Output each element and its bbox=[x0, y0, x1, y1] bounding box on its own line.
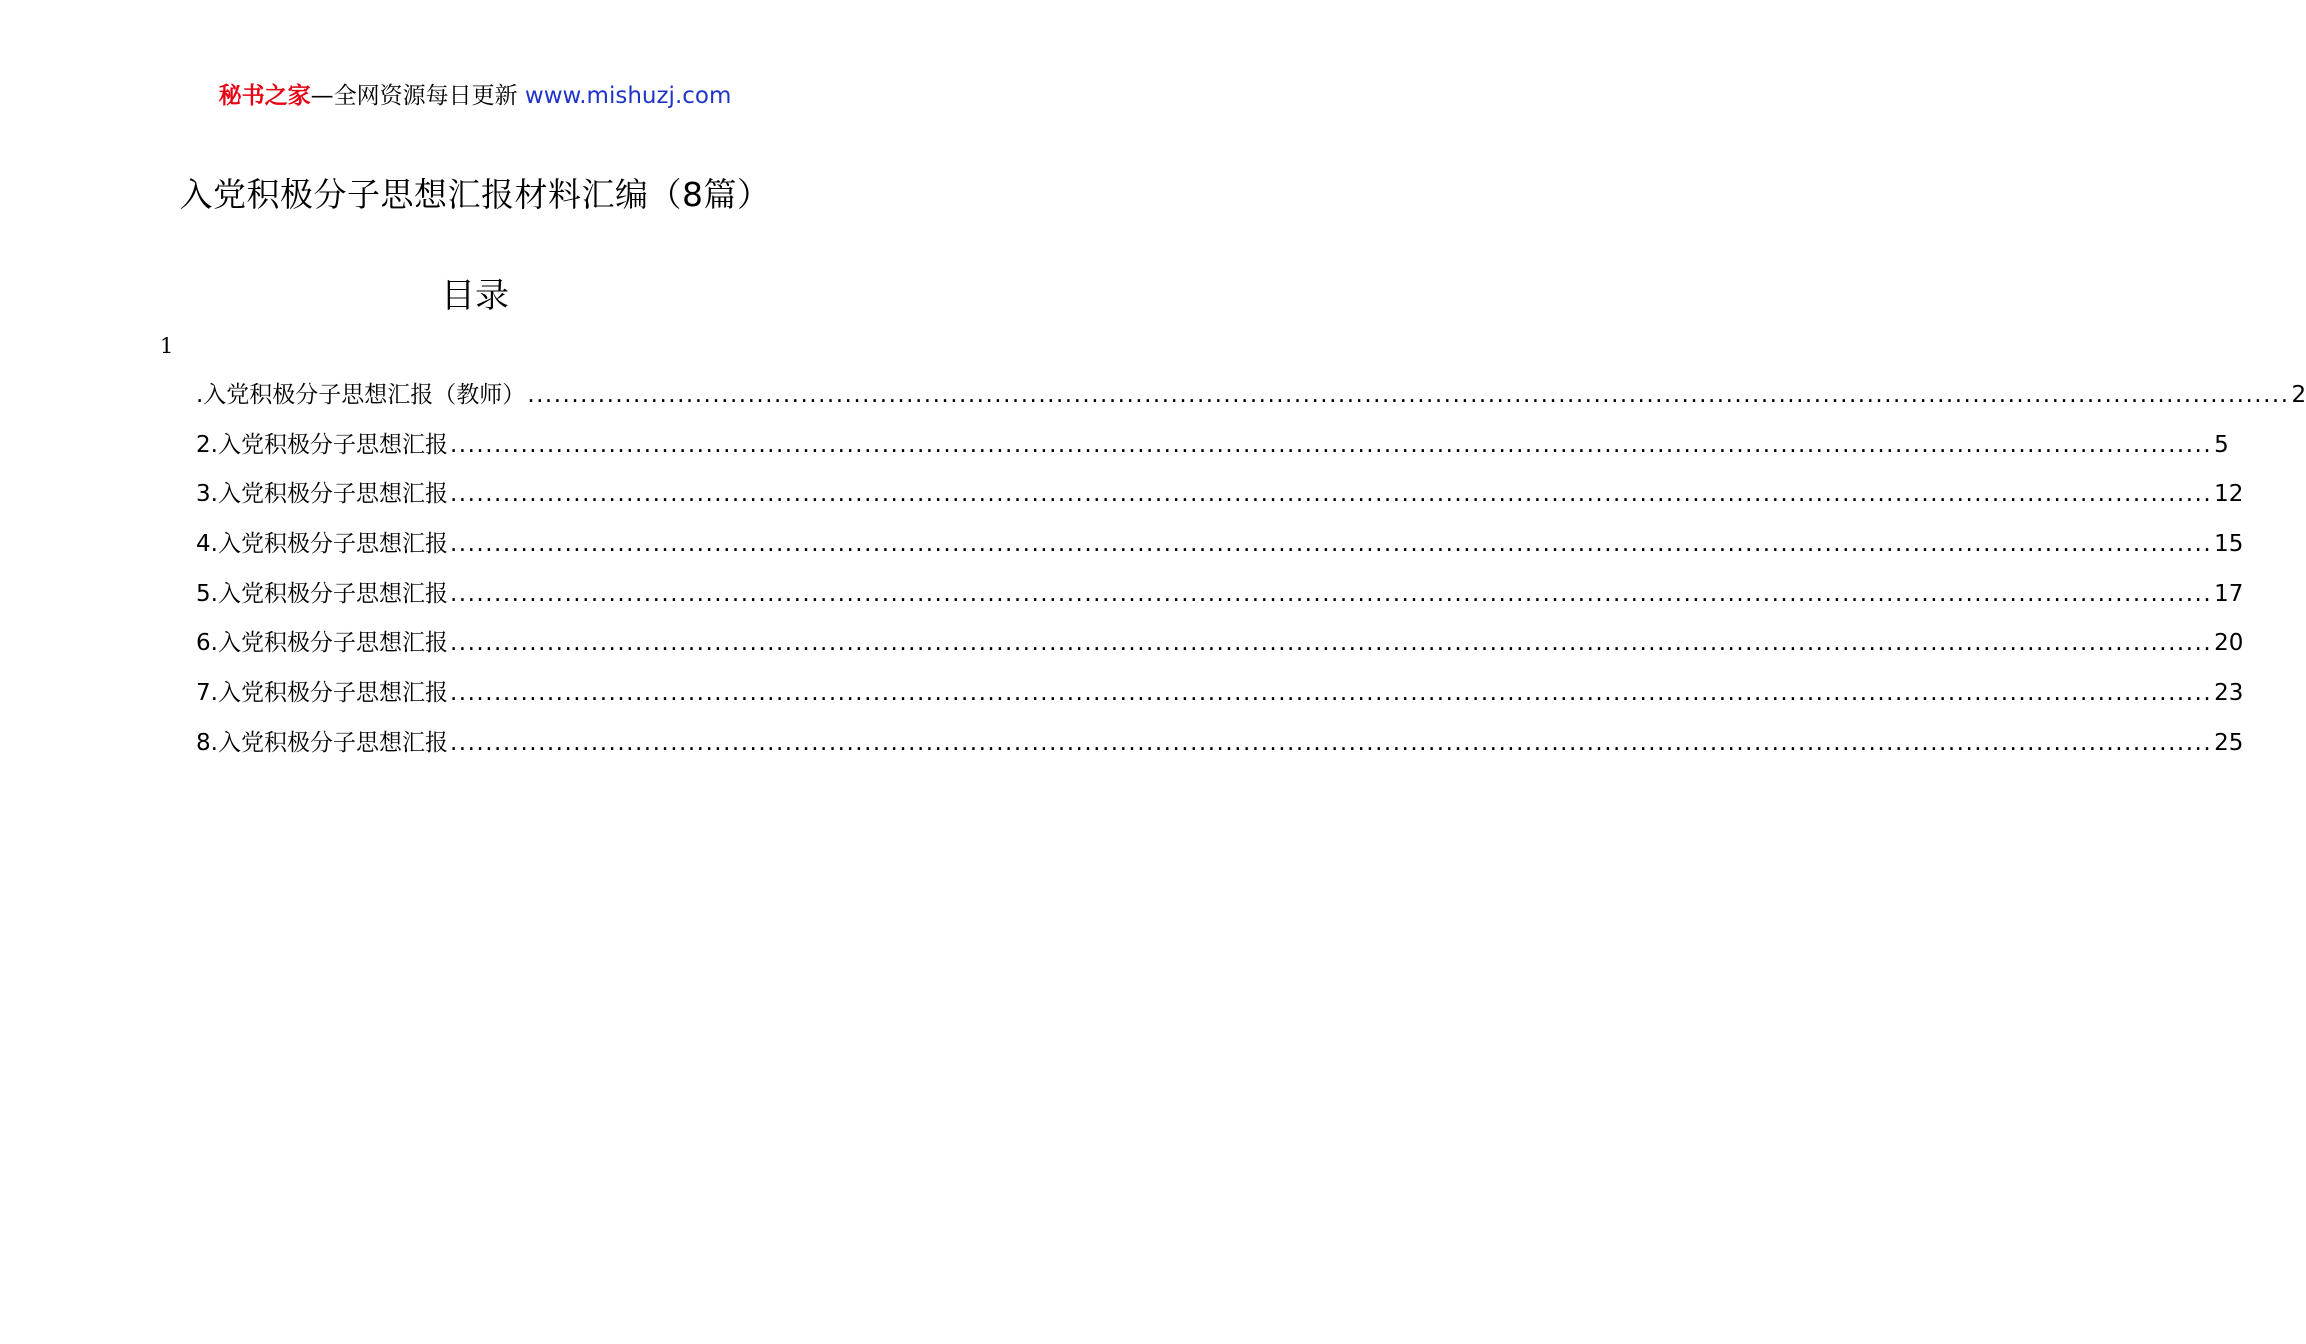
toc-entry-page: 15 bbox=[2214, 531, 2244, 558]
toc-entry[interactable] bbox=[196, 719, 2244, 769]
toc-entry[interactable] bbox=[196, 570, 2244, 620]
toc-entry-page: 20 bbox=[2214, 630, 2244, 657]
toc-entry[interactable] bbox=[196, 371, 2306, 421]
toc-entry-page: 12 bbox=[2214, 481, 2244, 508]
toc-entry-title: 3.入党积极分子思想汇报 bbox=[196, 481, 448, 508]
document-title: 入党积极分子思想汇报材料汇编（8篇） bbox=[179, 175, 771, 214]
toc-entry[interactable] bbox=[196, 421, 2229, 471]
toc-heading: 目录 bbox=[441, 276, 509, 316]
toc-entry-title: .入党积极分子思想汇报（教师） bbox=[196, 382, 526, 408]
toc-entry[interactable] bbox=[196, 520, 2244, 570]
toc-entry-page: 2 bbox=[2291, 382, 2306, 408]
toc-entry-page: 17 bbox=[2214, 580, 2244, 607]
toc-dot-leader: ........................................................................................................................................................................................................ bbox=[449, 680, 2213, 707]
toc-entry-title: 5.入党积极分子思想汇报 bbox=[196, 580, 448, 607]
site-header bbox=[0, 80, 950, 112]
toc-entry-page: 5 bbox=[2214, 431, 2229, 458]
toc-entry-title: 7.入党积极分子思想汇报 bbox=[196, 680, 448, 707]
toc-entry-title: 2.入党积极分子思想汇报 bbox=[196, 431, 448, 458]
toc-entry-title: 8.入党积极分子思想汇报 bbox=[196, 729, 448, 756]
toc-dot-leader: ........................................................................................................................................................................................................ bbox=[449, 431, 2213, 458]
toc-entry[interactable] bbox=[196, 470, 2244, 520]
toc-dot-leader: ........................................................................................................................................................................................................ bbox=[449, 580, 2213, 607]
toc-dot-leader: ........................................................................................................................................................................................................ bbox=[449, 481, 2213, 508]
table-of-contents bbox=[196, 371, 2306, 769]
toc-dot-leader: ........................................................................................................................................................................................................ bbox=[449, 531, 2213, 558]
header-tagline: —全网资源每日更新 bbox=[310, 83, 518, 109]
toc-entry-page: 25 bbox=[2214, 729, 2244, 756]
site-url-link[interactable]: www.mishuzj.com bbox=[524, 83, 732, 109]
toc-entry-page: 23 bbox=[2214, 680, 2244, 707]
toc-dot-leader: ........................................................................................................................................................................................................ bbox=[527, 382, 2290, 408]
toc-entry-title: 6.入党积极分子思想汇报 bbox=[196, 630, 448, 657]
toc-dot-leader: ........................................................................................................................................................................................................ bbox=[449, 630, 2213, 657]
toc-entry-title: 4.入党积极分子思想汇报 bbox=[196, 531, 448, 558]
toc-entry[interactable] bbox=[196, 669, 2244, 719]
page-number: 1 bbox=[160, 334, 174, 358]
toc-entry[interactable] bbox=[196, 619, 2244, 669]
toc-dot-leader: ........................................................................................................................................................................................................ bbox=[449, 729, 2213, 756]
brand-name: 秘书之家 bbox=[218, 83, 311, 109]
